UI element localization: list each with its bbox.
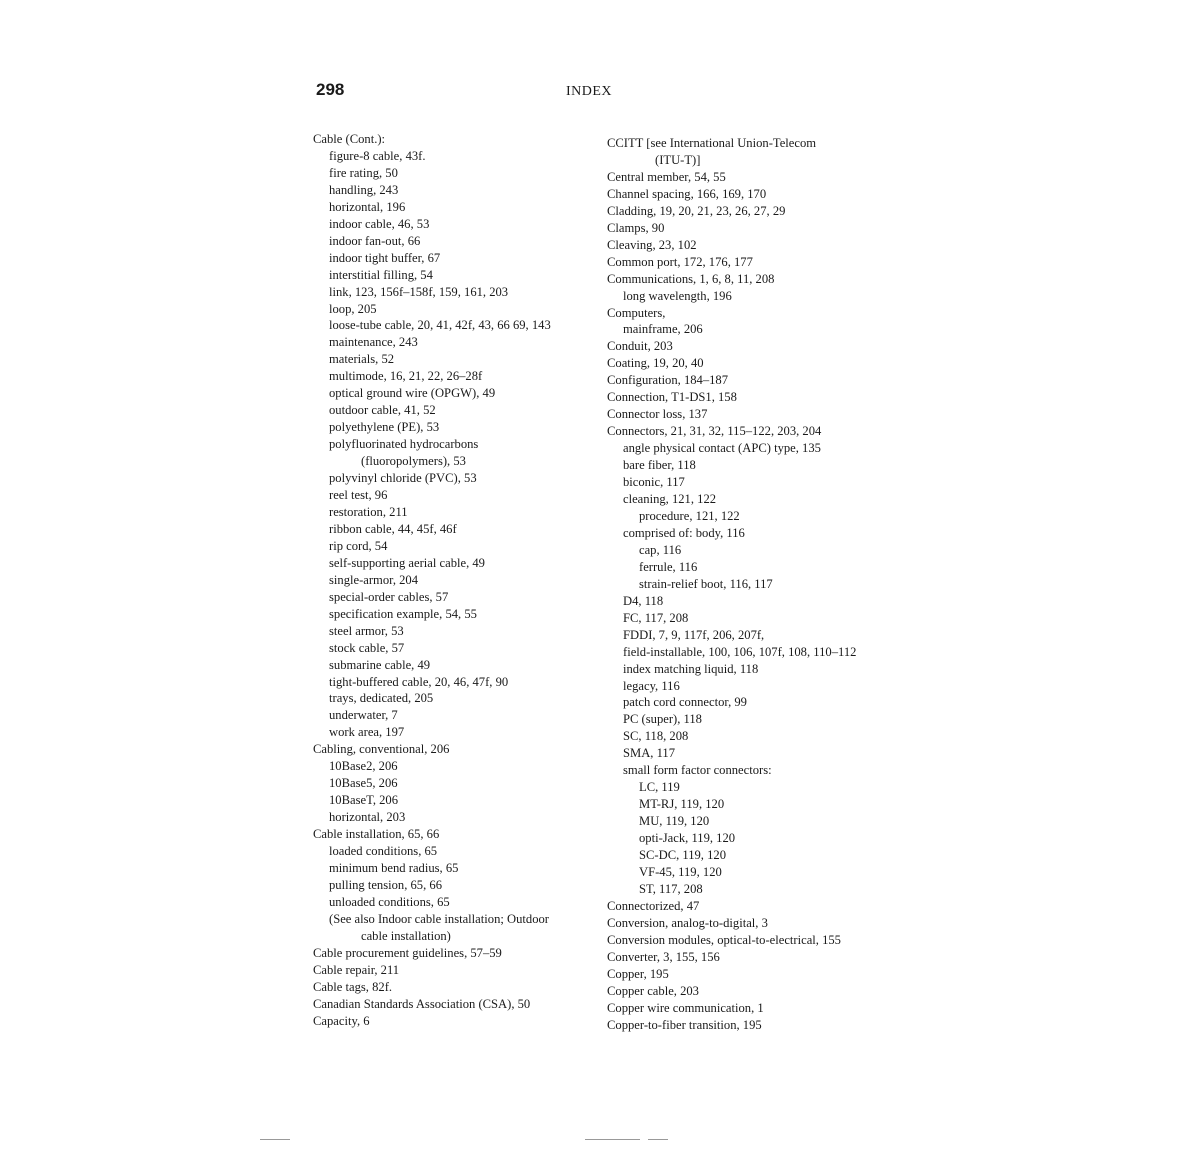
index-subentry: small form factor connectors:	[623, 763, 772, 778]
index-subentry: polyfluorinated hydrocarbons	[329, 437, 479, 452]
index-entry-continuation: (ITU-T)]	[655, 152, 701, 167]
index-subentry: procedure, 121, 122	[639, 508, 740, 523]
index-subentry: loaded conditions, 65	[329, 844, 438, 859]
index-subentry: cleaning, 121, 122	[623, 492, 717, 507]
index-entry: Copper wire communication, 1	[607, 1000, 764, 1015]
index-subentry: outdoor cable, 41, 52	[329, 403, 436, 418]
index-entry: Clamps, 90	[607, 220, 665, 235]
index-subentry: polyvinyl chloride (PVC), 53	[329, 471, 477, 486]
running-head: INDEX	[566, 84, 613, 99]
index-subentry: 10Base5, 206	[329, 776, 398, 791]
index-entry: Cabling, conventional, 206	[313, 742, 450, 757]
index-entry: Configuration, 184–187	[607, 373, 729, 388]
index-subentry: patch cord connector, 99	[623, 695, 747, 710]
index-subentry: field-installable, 100, 106, 107f, 108, 110–112	[623, 644, 857, 659]
index-subentry: optical ground wire (OPGW), 49	[329, 386, 496, 401]
index-subentry: stock cable, 57	[329, 640, 405, 655]
index-subentry: handling, 243	[329, 182, 399, 197]
index-subentry: indoor tight buffer, 67	[329, 250, 441, 265]
index-subentry: PC (super), 118	[623, 712, 702, 727]
index-entry: Connectorized, 47	[607, 898, 700, 913]
index-subentry: ferrule, 116	[639, 559, 698, 574]
index-subentry: specification example, 54, 55	[329, 606, 477, 621]
index-subentry: single-armor, 204	[329, 572, 419, 587]
index-subentry: ST, 117, 208	[639, 881, 703, 896]
index-subentry: indoor cable, 46, 53	[329, 216, 430, 231]
index-subentry: self-supporting aerial cable, 49	[329, 555, 485, 570]
index-entry: Converter, 3, 155, 156	[607, 949, 720, 964]
index-subentry: tight-buffered cable, 20, 46, 47f, 90	[329, 674, 509, 689]
index-subentry: pulling tension, 65, 66	[329, 877, 442, 892]
index-subentry: special-order cables, 57	[329, 589, 449, 604]
index-subentry: bare fiber, 118	[623, 458, 696, 473]
index-subentry: unloaded conditions, 65	[329, 894, 450, 909]
index-subentry: minimum bend radius, 65	[329, 860, 459, 875]
index-entry: Connector loss, 137	[607, 407, 708, 422]
index-subentry: cap, 116	[639, 542, 682, 557]
index-subentry: opti-Jack, 119, 120	[639, 831, 736, 846]
index-subentry: (See also Indoor cable installation; Outdoor	[329, 911, 549, 926]
index-subentry: SC, 118, 208	[623, 729, 689, 744]
index-entry-continuation: (fluoropolymers), 53	[361, 454, 466, 469]
index-entry: Connection, T1-DS1, 158	[607, 390, 737, 405]
index-subentry: submarine cable, 49	[329, 657, 431, 672]
index-entry: Copper, 195	[607, 966, 669, 981]
index-subentry: VF-45, 119, 120	[639, 864, 722, 879]
index-entry: Cable procurement guidelines, 57–59	[313, 945, 502, 960]
index-entry: Cable repair, 211	[313, 962, 400, 977]
index-subentry: loose-tube cable, 20, 41, 42f, 43, 66 69, 143	[329, 318, 551, 333]
index-column-right	[607, 135, 856, 1034]
index-subentry: comprised of: body, 116	[623, 525, 745, 540]
index-entry: Communications, 1, 6, 8, 11, 208	[607, 271, 775, 286]
index-column-left	[313, 131, 551, 1030]
index-subentry: rip cord, 54	[329, 538, 388, 553]
index-entry: Capacity, 6	[313, 1013, 370, 1028]
index-entry: Connectors, 21, 31, 32, 115–122, 203, 204	[607, 424, 822, 439]
index-subentry: horizontal, 196	[329, 199, 406, 214]
index-subentry: index matching liquid, 118	[623, 661, 759, 676]
index-subentry: SMA, 117	[623, 746, 676, 761]
index-subentry: link, 123, 156f–158f, 159, 161, 203	[329, 284, 509, 299]
index-subentry: interstitial filling, 54	[329, 267, 433, 282]
index-entry: Central member, 54, 55	[607, 169, 726, 184]
index-subentry: maintenance, 243	[329, 335, 418, 350]
index-subentry: trays, dedicated, 205	[329, 691, 434, 706]
index-entry: Cladding, 19, 20, 21, 23, 26, 27, 29	[607, 203, 786, 218]
index-entry: Coating, 19, 20, 40	[607, 356, 704, 371]
index-subentry: figure-8 cable, 43f.	[329, 148, 426, 163]
index-entry: Conversion modules, optical-to-electrical, 155	[607, 932, 841, 947]
index-entry: Canadian Standards Association (CSA), 50	[313, 996, 531, 1011]
index-subentry: MT-RJ, 119, 120	[639, 797, 725, 812]
index-subentry: restoration, 211	[329, 504, 408, 519]
index-subentry: MU, 119, 120	[639, 814, 710, 829]
index-subentry: horizontal, 203	[329, 810, 406, 825]
index-entry: Copper cable, 203	[607, 983, 699, 998]
index-subentry: legacy, 116	[623, 678, 680, 693]
scan-artifact-line	[260, 1139, 290, 1140]
index-entry: Copper-to-fiber transition, 195	[607, 1017, 762, 1032]
index-subentry: biconic, 117	[623, 475, 685, 490]
index-entry: Cable tags, 82f.	[313, 979, 393, 994]
index-subentry: polyethylene (PE), 53	[329, 420, 440, 435]
index-subentry: mainframe, 206	[623, 322, 703, 337]
index-entry: Computers,	[607, 305, 666, 320]
index-entry: Channel spacing, 166, 169, 170	[607, 186, 767, 201]
index-subentry: materials, 52	[329, 352, 395, 367]
index-entry: Cleaving, 23, 102	[607, 237, 697, 252]
index-subentry: steel armor, 53	[329, 623, 404, 638]
index-entry: Cable (Cont.):	[313, 132, 386, 146]
index-entry: Conversion, analog-to-digital, 3	[607, 915, 768, 930]
index-subentry: long wavelength, 196	[623, 288, 732, 303]
index-entry-continuation: cable installation)	[361, 928, 451, 943]
index-subentry: FC, 117, 208	[623, 610, 689, 625]
index-entry: Cable installation, 65, 66	[313, 827, 440, 842]
index-subentry: D4, 118	[623, 593, 664, 608]
index-subentry: 10BaseT, 206	[329, 793, 399, 808]
scan-artifact-line	[585, 1139, 640, 1140]
index-subentry: SC-DC, 119, 120	[639, 848, 726, 863]
index-entry: Conduit, 203	[607, 339, 673, 354]
index-subentry: loop, 205	[329, 301, 377, 316]
scan-artifact-line	[648, 1139, 668, 1140]
index-subentry: strain-relief boot, 116, 117	[639, 576, 773, 591]
index-subentry: angle physical contact (APC) type, 135	[623, 441, 821, 456]
page-number: 298	[316, 80, 345, 99]
index-entry: Common port, 172, 176, 177	[607, 254, 753, 269]
index-subentry: indoor fan-out, 66	[329, 233, 421, 248]
index-subentry: underwater, 7	[329, 708, 398, 723]
index-subentry: fire rating, 50	[329, 165, 398, 180]
index-subentry: ribbon cable, 44, 45f, 46f	[329, 521, 457, 536]
index-subentry: multimode, 16, 21, 22, 26–28f	[329, 369, 483, 384]
index-subentry: 10Base2, 206	[329, 759, 398, 774]
index-subentry: FDDI, 7, 9, 117f, 206, 207f,	[623, 627, 765, 642]
index-subentry: LC, 119	[639, 780, 680, 795]
index-subentry: work area, 197	[329, 725, 405, 740]
index-subentry: reel test, 96	[329, 488, 388, 503]
index-entry: CCITT [see International Union-Telecom	[607, 136, 817, 150]
